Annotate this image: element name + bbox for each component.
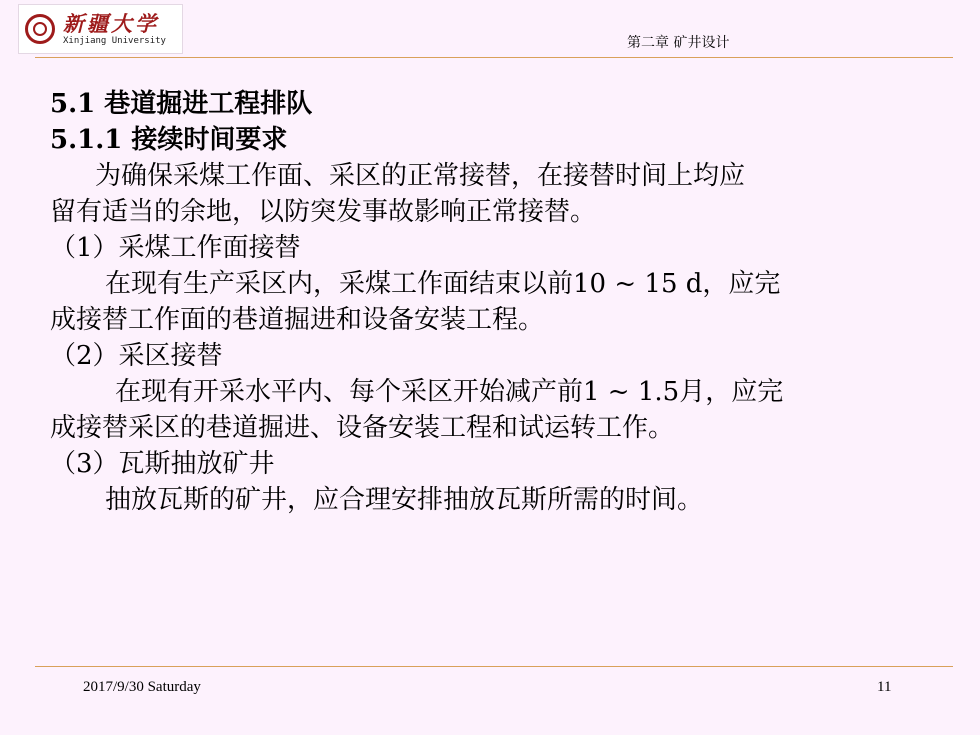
header-divider [35,57,953,58]
item-3-line-1: 抽放瓦斯的矿井，应合理安排抽放瓦斯所需的时间。 [105,485,704,515]
footer-date: 2017/9/30 Saturday [83,679,201,695]
chapter-title: 第二章 矿井设计 [627,35,730,51]
logo-english-name: Xinjiang University [63,35,166,46]
item-3-title: （3）瓦斯抽放矿井 [50,449,275,479]
intro-line-2: 留有适当的余地，以防突发事故影响正常接替。 [50,197,597,227]
footer-divider [35,666,953,667]
subsection-heading: 5.1.1 接续时间要求 [50,125,288,155]
university-seal-icon [25,14,55,44]
item-1-title: （1）采煤工作面接替 [50,233,301,263]
intro-line-1: 为确保采煤工作面、采区的正常接替，在接替时间上均应 [95,161,746,191]
page-number: 11 [877,679,892,695]
item-2-line-1: 在现有开采水平内、每个采区开始减产前1 ~ 1.5月，应完 [115,377,784,407]
slide-content [50,86,930,518]
item-2-title: （2）采区接替 [50,341,223,371]
logo-chinese-name: 新疆大学 [63,10,159,36]
item-2-line-2: 成接替采区的巷道掘进、设备安装工程和试运转工作。 [50,413,675,443]
university-logo [18,4,183,54]
item-1-line-2: 成接替工作面的巷道掘进和设备安装工程。 [50,305,545,335]
section-heading: 5.1 巷道掘进工程排队 [50,89,313,119]
item-1-line-1: 在现有生产采区内，采煤工作面结束以前10 ~ 15 d，应完 [105,269,781,299]
